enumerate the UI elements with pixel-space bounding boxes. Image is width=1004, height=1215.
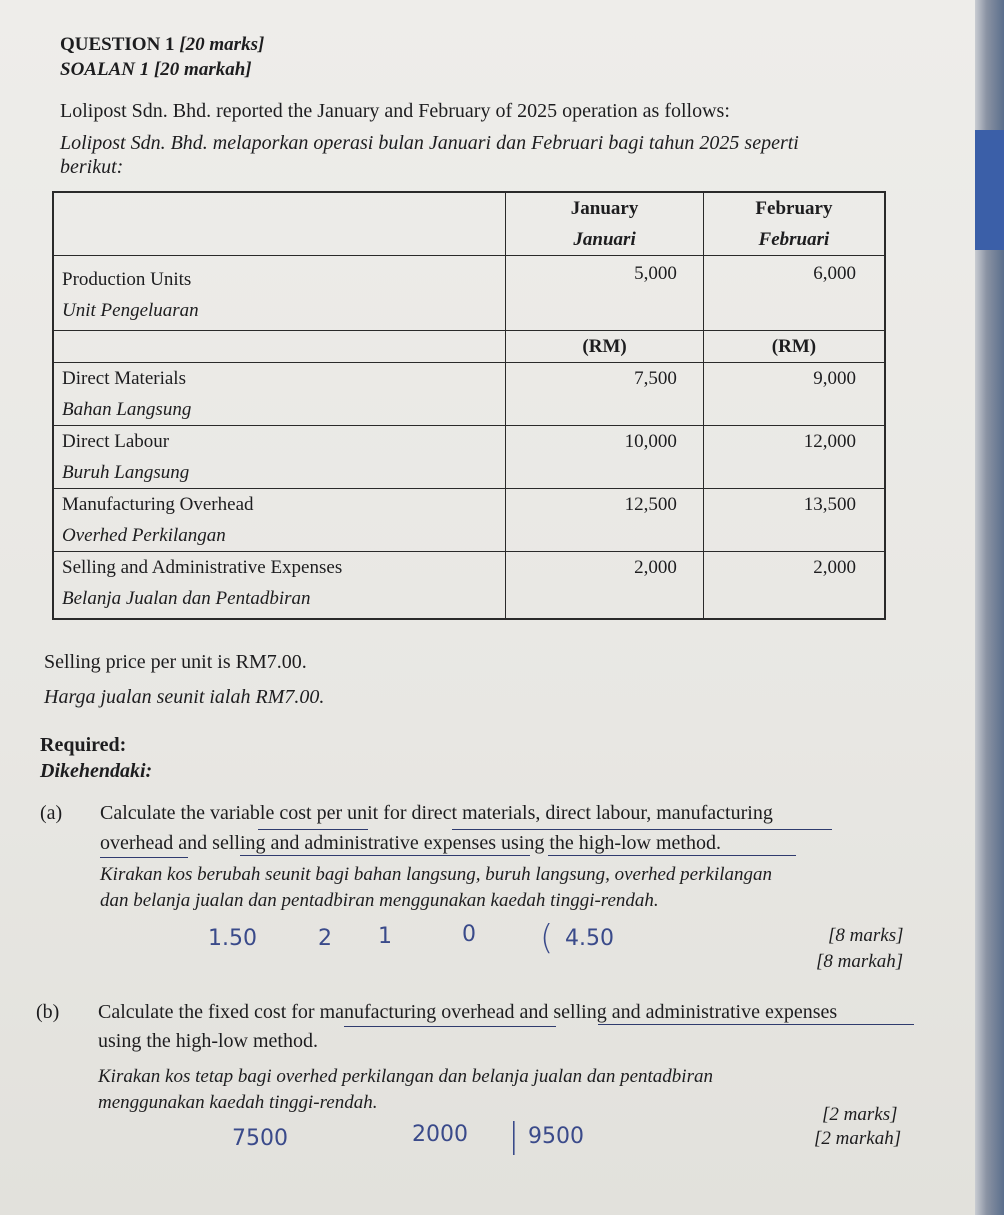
question-title: QUESTION 1 [20 marks] <box>60 34 265 55</box>
part-a-question-line1: Calculate the variable cost per unit for direct materials, direct labour, manufacturing <box>100 802 773 824</box>
handwritten-bracket: ( <box>540 918 554 958</box>
row-label-malay: Unit Pengeluaran <box>62 300 199 321</box>
part-b-marks-malay: [2 markah] <box>814 1128 902 1149</box>
part-a-marks-malay: [8 markah] <box>816 951 904 972</box>
pen-underline <box>344 1026 556 1027</box>
part-a-question-malay-line2: dan belanja jualan dan pentadbiran menggunakan kaedah tinggi-rendah. <box>100 890 659 911</box>
part-b-marks: [2 marks] <box>822 1104 898 1125</box>
row-label: Direct Labour <box>62 431 170 452</box>
part-b-question-line1: Calculate the fixed cost for manufacturing overhead and selling and administrative expenses <box>98 1001 838 1023</box>
cell-value: 5,000 <box>634 263 677 284</box>
table-row <box>53 426 885 489</box>
col-header-februari: Februari <box>758 229 830 250</box>
handwritten-answer: 4.50 <box>565 926 614 951</box>
cell-value: 2,000 <box>813 557 856 578</box>
pen-underline <box>240 855 530 856</box>
handwritten-answer: 9500 <box>528 1124 584 1149</box>
handwritten-answer: 7500 <box>232 1126 288 1151</box>
row-label: Production Units <box>62 269 192 290</box>
table-row <box>53 256 885 331</box>
handwritten-answer: 1.50 <box>208 926 257 951</box>
row-label-malay: Belanja Jualan dan Pentadbiran <box>62 588 311 609</box>
pen-underline <box>100 857 188 858</box>
row-label: Selling and Administrative Expenses <box>62 557 343 578</box>
col-header-january: January <box>570 198 639 219</box>
cell-value: 2,000 <box>634 557 677 578</box>
handwritten-answer: 2000 <box>412 1122 468 1147</box>
background-edge <box>975 0 1004 1215</box>
row-label-malay: Overhed Perkilangan <box>62 525 226 546</box>
currency-label: (RM) <box>771 336 817 357</box>
part-a-label: (a) <box>40 802 63 824</box>
table-row <box>53 489 885 552</box>
intro-text: Lolipost Sdn. Bhd. reported the January and February of 2025 operation as follows: <box>60 100 730 122</box>
cell-value: 6,000 <box>813 263 856 284</box>
table-currency-row <box>53 331 885 363</box>
table-header-row <box>53 192 885 256</box>
part-a-question-malay-line1: Kirakan kos berubah seunit bagi bahan langsung, buruh langsung, overhed perkilangan <box>100 864 773 885</box>
intro-text-malay-line2: berikut: <box>60 156 124 178</box>
col-header-february: February <box>755 198 833 219</box>
part-b-question-malay-line1: Kirakan kos tetap bagi overhed perkilangan dan belanja jualan dan pentadbiran <box>98 1066 713 1087</box>
cell-value: 12,500 <box>624 494 677 515</box>
row-label-malay: Bahan Langsung <box>62 399 192 420</box>
row-label: Manufacturing Overhead <box>62 494 254 515</box>
required-heading: Required: <box>40 734 127 756</box>
cell-value: 12,000 <box>803 431 856 452</box>
row-label: Direct Materials <box>62 368 186 389</box>
question-title-malay: SOALAN 1 [20 markah] <box>60 59 252 80</box>
table-row <box>53 552 885 620</box>
col-header-januari: Januari <box>573 229 636 250</box>
cell-value: 10,000 <box>624 431 677 452</box>
row-label-malay: Buruh Langsung <box>62 462 190 483</box>
handwritten-answer: 0 <box>462 922 476 947</box>
pen-underline <box>548 855 796 856</box>
cell-value: 7,500 <box>634 368 677 389</box>
handwritten-answer: 2 <box>318 926 332 951</box>
background-object <box>975 130 1004 250</box>
table-row <box>53 363 885 426</box>
currency-label: (RM) <box>582 336 627 357</box>
cell-value: 13,500 <box>803 494 856 515</box>
part-b-question-line2: using the high-low method. <box>98 1030 318 1052</box>
handwritten-bracket: | <box>508 1116 520 1156</box>
part-a-question-line2: overhead and selling and administrative expenses using the high-low method. <box>100 832 721 854</box>
pen-underline <box>258 829 368 830</box>
intro-text-malay-line1: Lolipost Sdn. Bhd. melaporkan operasi bulan Januari dan Februari bagi tahun 2025 seperti <box>60 132 799 154</box>
cost-table <box>52 191 886 620</box>
part-b-question-malay-line2: menggunakan kaedah tinggi-rendah. <box>98 1092 378 1113</box>
part-a-marks: [8 marks] <box>828 925 904 946</box>
pen-underline <box>452 829 832 830</box>
handwritten-answer: 1 <box>378 924 392 949</box>
selling-price-text: Selling price per unit is RM7.00. <box>44 651 307 673</box>
selling-price-text-malay: Harga jualan seunit ialah RM7.00. <box>44 686 325 708</box>
pen-underline <box>598 1024 914 1025</box>
part-b-label: (b) <box>36 1001 60 1023</box>
cell-value: 9,000 <box>813 368 856 389</box>
required-heading-malay: Dikehendaki: <box>40 760 153 782</box>
